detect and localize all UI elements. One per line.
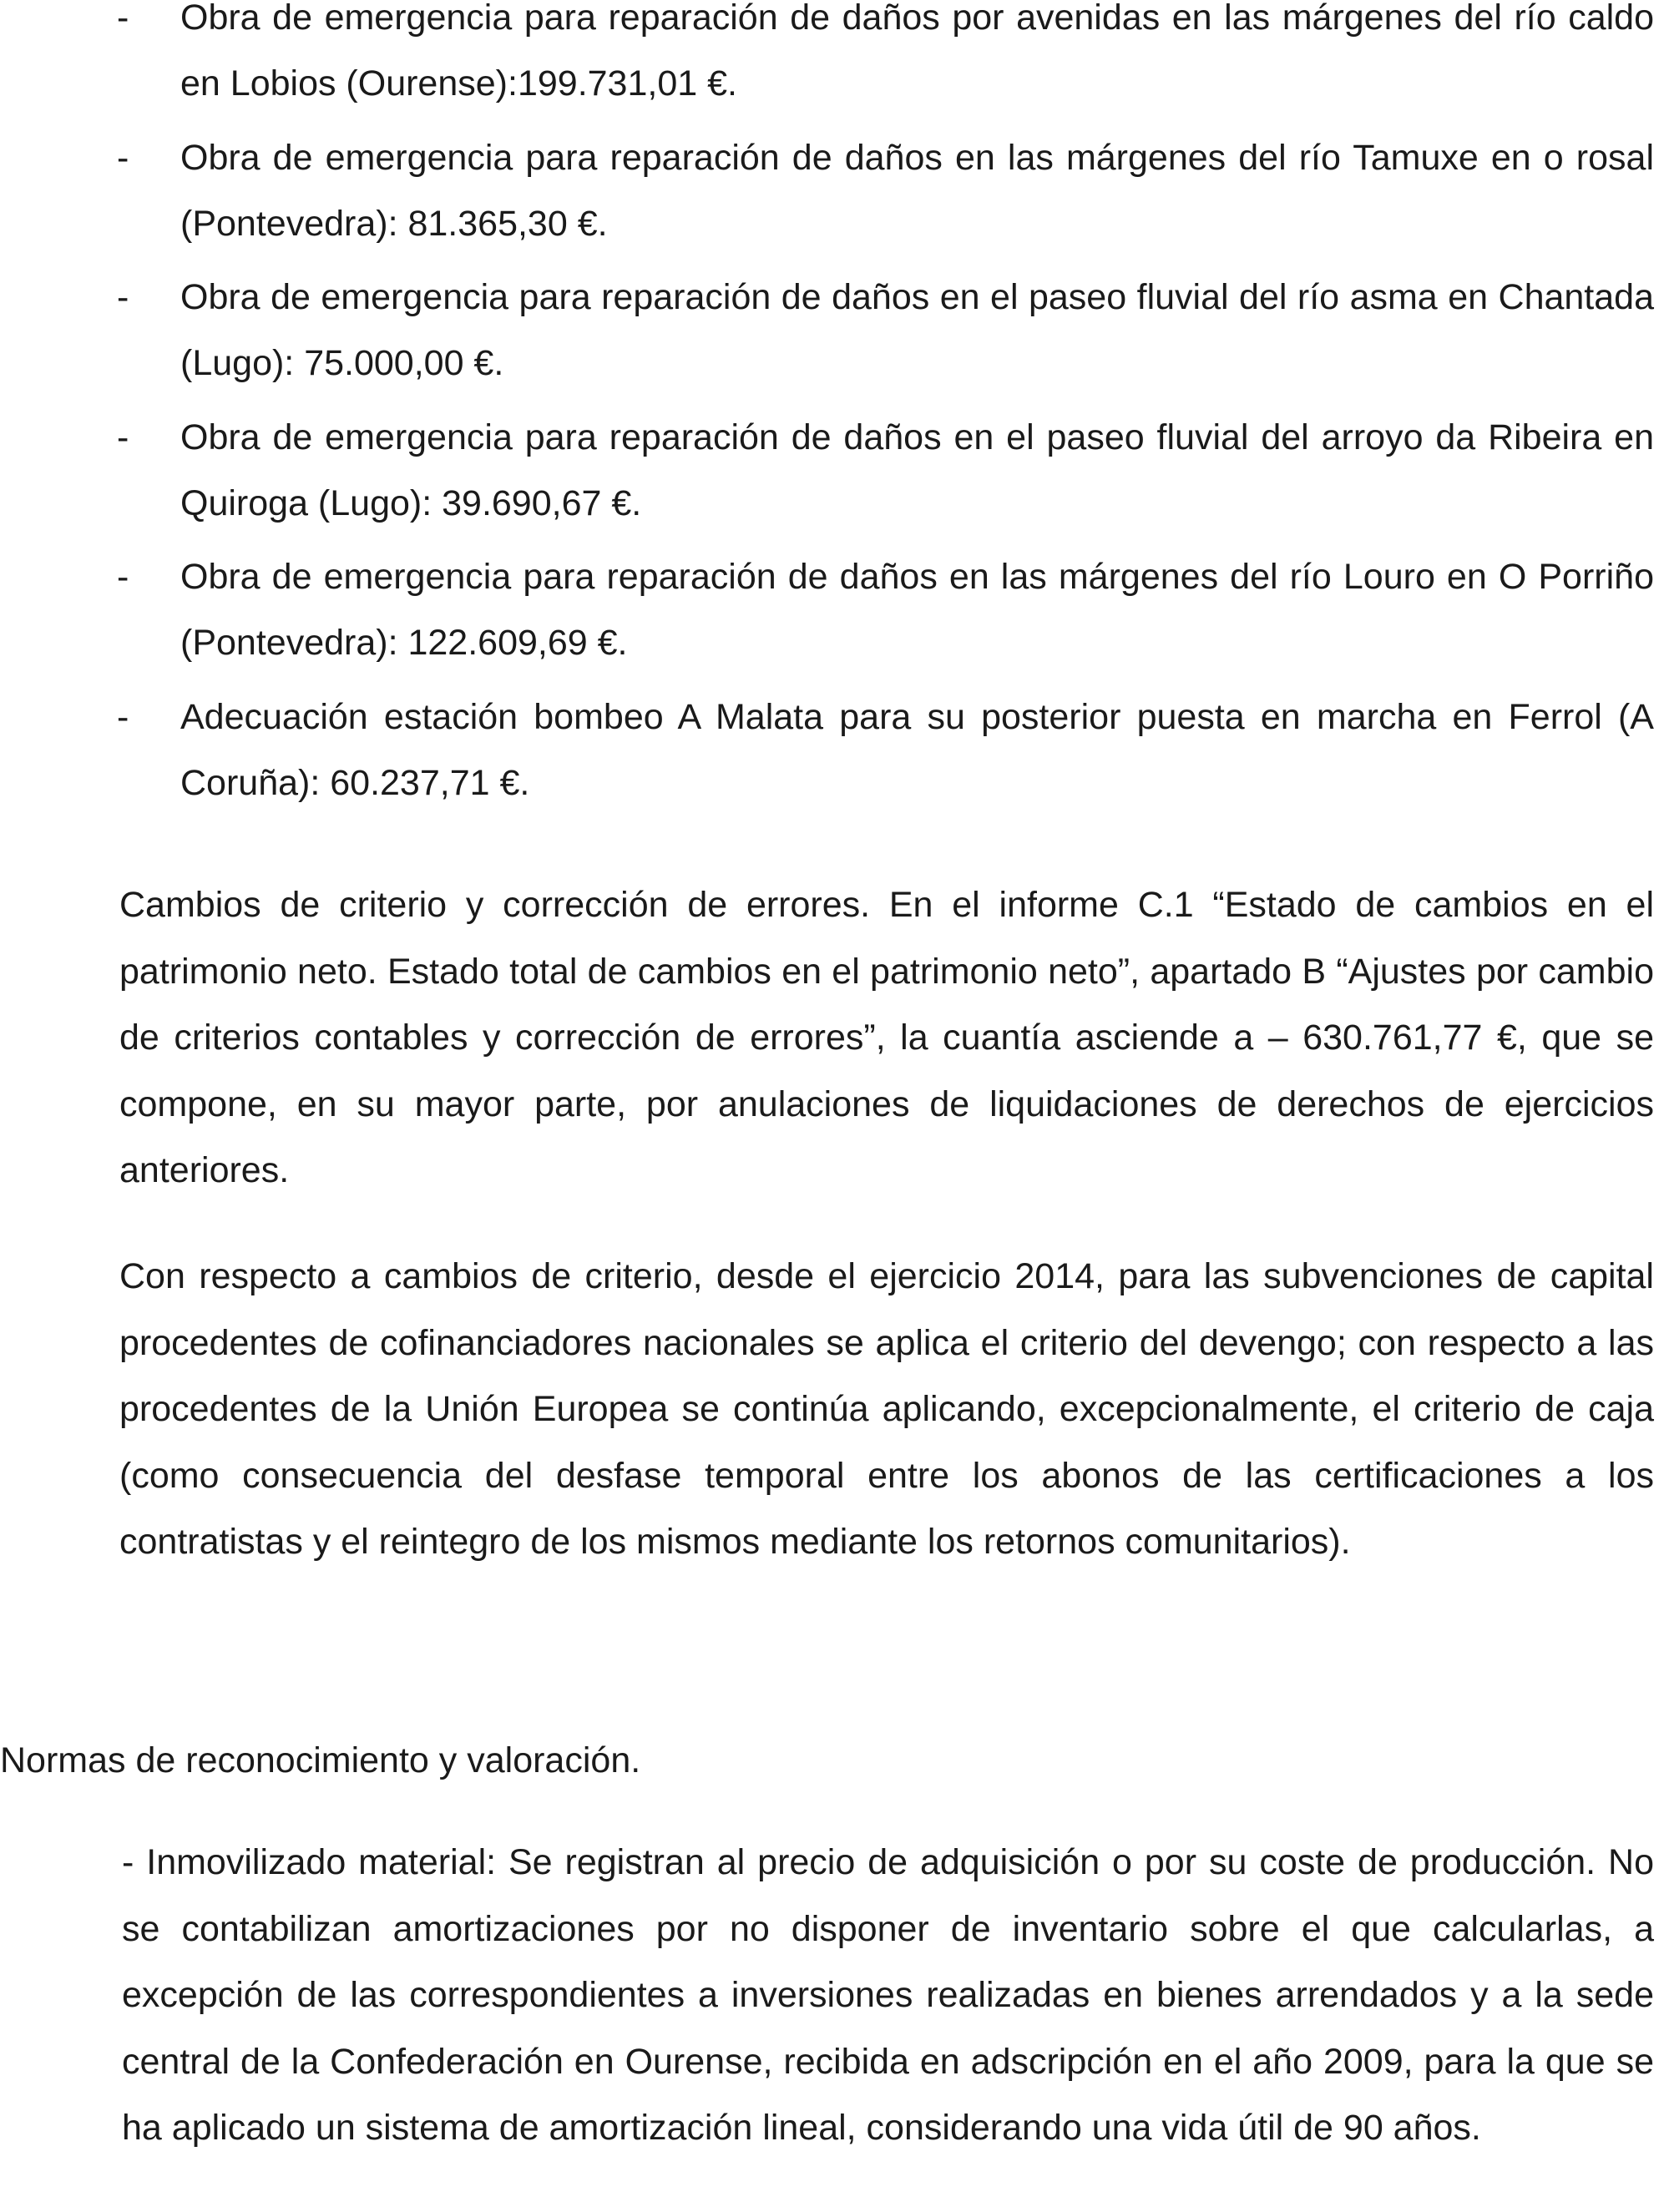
emergency-works-list <box>0 0 1664 824</box>
list-item <box>0 405 1664 545</box>
section-heading: Normas de reconocimiento y valoración. <box>0 1740 641 1780</box>
list-dash: - <box>117 557 129 597</box>
list-item-text: Obra de emergencia para reparación de daños en el paseo fluvial del río asma en Chantada (Lugo): 75.000,00 €. <box>180 277 1654 383</box>
paragraph-inmovilizado: - Inmovilizado material: Se registran al precio de adquisición o por su coste de producción. No se contabilizan amortizaciones por no disponer de inventario sobre el que calcularlas, a excepción de las correspondientes a inversiones realizadas en bienes arrendados y a la sede central de la Confederación en Ourense, recibida en adscripción en el año 2009, para la que se ha aplicado un sistema de amortización lineal, considerando una vida útil de 90 años. <box>122 1842 1654 2148</box>
list-item <box>0 125 1664 265</box>
list-item-text: Adecuación estación bombeo A Malata para su posterior puesta en marcha en Ferrol (A Coruña): 60.237,71 €. <box>180 696 1654 803</box>
list-item-text: Obra de emergencia para reparación de daños por avenidas en las márgenes del río caldo en Lobios (Ourense):199.731,01 €. <box>180 0 1654 104</box>
list-item <box>0 265 1664 405</box>
list-dash: - <box>117 417 129 457</box>
paragraph-respecto-criterio: Con respecto a cambios de criterio, desde el ejercicio 2014, para las subvenciones de capital procedentes de cofinanciadores nacionales se aplica el criterio del devengo; con respecto a las procedentes de la Unión Europea se continúa aplicando, excepcionalmente, el criterio de caja (como consecuencia del desfase temporal entre los abonos de las certificaciones a los contratistas y el reintegro de los mismos mediante los retornos comunitarios). <box>119 1256 1654 1562</box>
list-item-text: Obra de emergencia para reparación de daños en las márgenes del río Tamuxe en o rosal (Pontevedra): 81.365,30 €. <box>180 137 1654 244</box>
list-item <box>0 684 1664 825</box>
list-dash: - <box>117 0 129 38</box>
list-item <box>0 544 1664 684</box>
list-dash: - <box>117 137 129 178</box>
list-item-text: Obra de emergencia para reparación de daños en el paseo fluvial del arroyo da Ribeira en Quiroga (Lugo): 39.690,67 €. <box>180 417 1654 523</box>
list-item-text: Obra de emergencia para reparación de daños en las márgenes del río Louro en O Porriño (Pontevedra): 122.609,69 €. <box>180 557 1654 663</box>
list-dash: - <box>117 696 129 737</box>
list-item <box>0 0 1664 125</box>
list-dash: - <box>117 277 129 317</box>
paragraph-cambios-criterio: Cambios de criterio y corrección de errores. En el informe C.1 “Estado de cambios en el patrimonio neto. Estado total de cambios en el patrimonio neto”, apartado B “Ajustes por cambio de criterios contables y corrección de errores”, la cuantía asciende a – 630.761,77 €, que se compone, en su mayor parte, por anulaciones de liquidaciones de derechos de ejercicios anteriores. <box>119 885 1654 1190</box>
